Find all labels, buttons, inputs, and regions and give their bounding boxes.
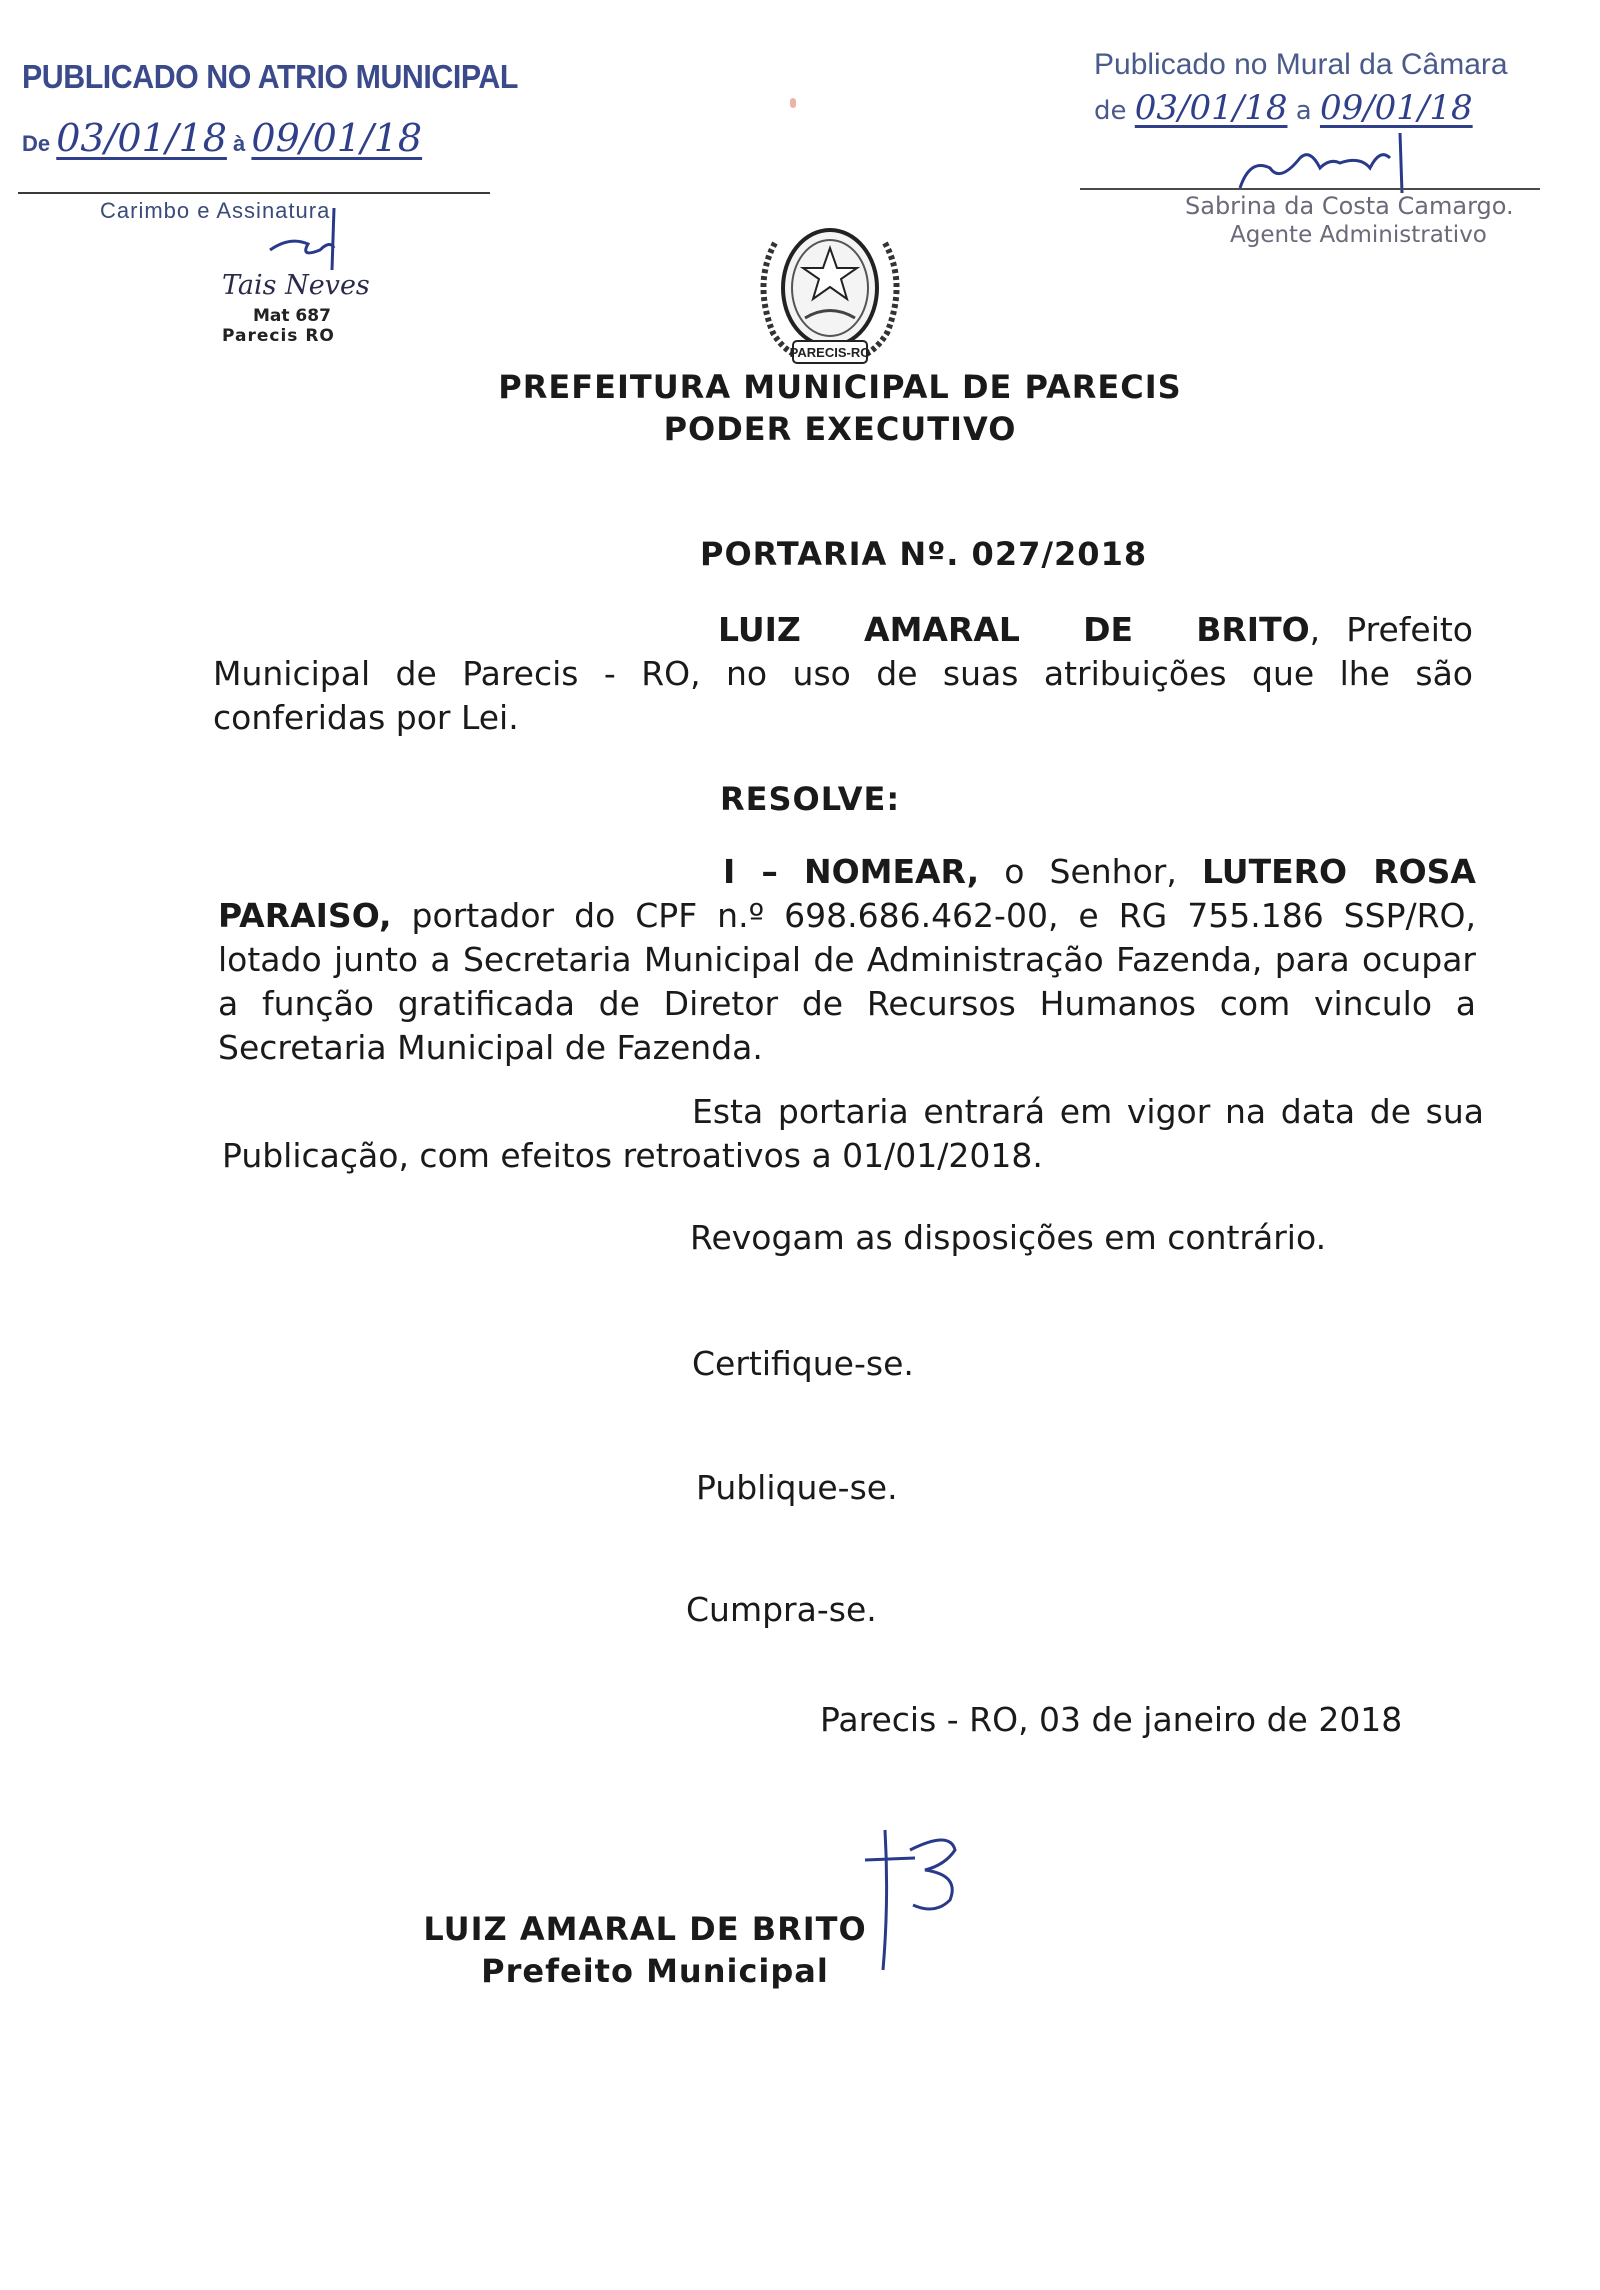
signature-name: LUIZ AMARAL DE BRITO bbox=[423, 1910, 867, 1948]
camara-stamp-dates bbox=[1094, 88, 1473, 128]
signature-role: Prefeito Municipal bbox=[481, 1952, 829, 1990]
atrio-date-to: 09/01/18 bbox=[251, 116, 423, 160]
vigor-paragraph bbox=[222, 1090, 1484, 1178]
camara-signer-role: Agente Administrativo bbox=[1230, 222, 1487, 248]
article-number: I – NOMEAR, bbox=[723, 852, 980, 891]
atrio-date-prefix: De bbox=[22, 131, 51, 156]
place-date: Parecis - RO, 03 de janeiro de 2018 bbox=[820, 1700, 1403, 1739]
atrio-stamp-title: PUBLICADO NO ATRIO MUNICIPAL bbox=[22, 58, 518, 95]
atrio-signature-line bbox=[18, 192, 490, 194]
article-person: LUTERO ROSA PARAISO, bbox=[218, 852, 1476, 935]
revogam-line: Revogam as disposições em contrário. bbox=[690, 1218, 1327, 1257]
intro-paragraph bbox=[213, 608, 1473, 740]
crest-banner-text: PARECIS-RO bbox=[789, 345, 871, 360]
camara-date-from: 03/01/18 bbox=[1134, 88, 1288, 128]
atrio-handwritten-signature bbox=[230, 200, 360, 280]
ink-speck bbox=[790, 98, 796, 108]
camara-signature-line bbox=[1080, 188, 1540, 190]
atrio-signer-name: Tais Neves bbox=[222, 270, 370, 301]
header-municipality: PREFEITURA MUNICIPAL DE PARECIS bbox=[498, 368, 1182, 406]
atrio-signer-city: Parecis RO bbox=[222, 326, 335, 346]
certifique-line: Certifique-se. bbox=[692, 1344, 914, 1383]
intro-text: , Prefeito Municipal de Parecis - RO, no uso de suas atribuições que lhe são conferidas por Lei. bbox=[213, 610, 1473, 737]
publique-line: Publique-se. bbox=[696, 1468, 898, 1507]
camara-publication-stamp bbox=[1080, 40, 1580, 270]
atrio-date-from: 03/01/18 bbox=[56, 116, 227, 160]
camara-date-sep: a bbox=[1295, 96, 1312, 126]
camara-date-to: 09/01/18 bbox=[1319, 88, 1473, 128]
atrio-stamp-dates bbox=[22, 116, 422, 160]
municipal-coat-of-arms-icon bbox=[735, 213, 925, 375]
atrio-date-sep: à bbox=[233, 131, 246, 156]
intro-mayor-name: LUIZ AMARAL DE BRITO bbox=[718, 610, 1310, 649]
article-pre: o Senhor, bbox=[979, 852, 1202, 891]
resolve-heading: RESOLVE: bbox=[720, 780, 901, 818]
atrio-publication-stamp bbox=[0, 50, 520, 350]
portaria-number: PORTARIA Nº. 027/2018 bbox=[700, 535, 1148, 573]
camara-date-prefix: de bbox=[1094, 96, 1127, 126]
article-text: portador do CPF n.º 698.686.462-00, e RG 755.186 SSP/RO, lotado junto a Secretaria Municipal de Administração Fazenda, para ocupar a função gratificada de Diretor de Recursos Humanos com vinculo a Secretaria Municipal de Fazenda. bbox=[218, 896, 1476, 1067]
atrio-stamp-caption: Carimbo e Assinatura bbox=[100, 198, 331, 223]
vigor-text: Esta portaria entrará em vigor na data de sua Publicação, com efeitos retroativos a 01/01/2018. bbox=[222, 1092, 1484, 1175]
atrio-signer-mat: Mat 687 bbox=[253, 306, 331, 326]
header-branch: PODER EXECUTIVO bbox=[663, 410, 1017, 448]
article-nomination bbox=[218, 850, 1476, 1070]
camara-stamp-title: Publicado no Mural da Câmara bbox=[1094, 48, 1508, 81]
cumpra-line: Cumpra-se. bbox=[686, 1590, 877, 1629]
camara-signer-name: Sabrina da Costa Camargo. bbox=[1185, 192, 1514, 220]
